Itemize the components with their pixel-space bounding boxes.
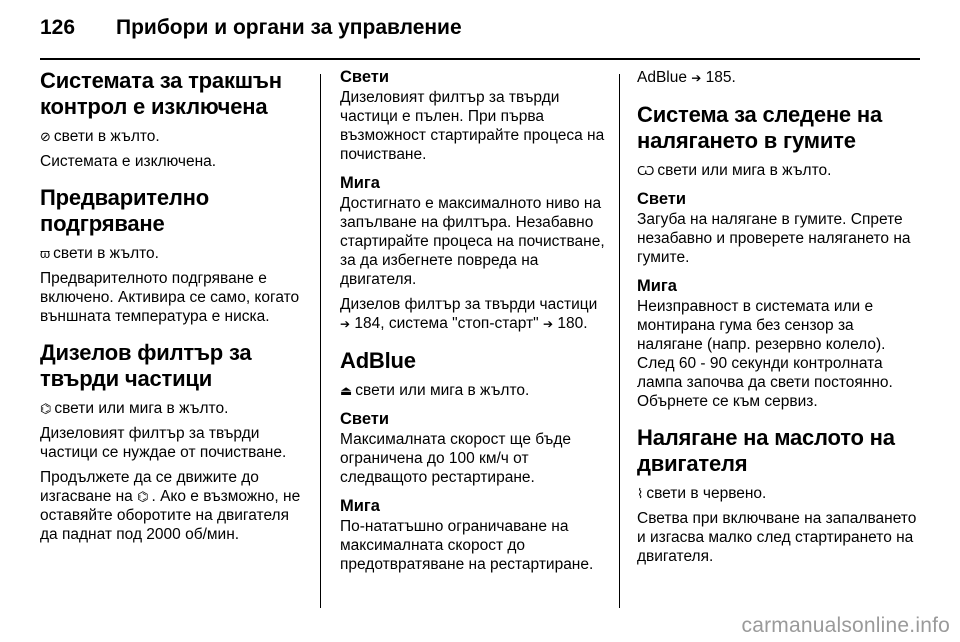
oil-indicator-line: ⌇ свети в червено. (637, 485, 767, 502)
dpf-text-1: Дизеловият филтър за твърди частици се нуждае от почистване. (40, 425, 287, 461)
diesel-filter-icon: ⌬ (137, 489, 149, 504)
preheat-text: Предварителното подгряване е включено. Активира се само, когато външната температура е ниска. (40, 270, 300, 325)
column-divider-2 (619, 74, 620, 608)
traction-off-icon: ⊘ (40, 129, 51, 144)
oil-text: Светва при включване на запалването и изгасва малко след стартирането на двигателя. (637, 510, 917, 565)
adblue-reference-line: AdBlue ➔ 185. (637, 69, 736, 86)
heading-on-2: Свети (340, 410, 390, 428)
heading-blink-3: Мига (637, 277, 677, 295)
dpf-reference-line: Дизелов филтър за твърди частици ➔ 184, система "стоп-старт" ➔ 180. (340, 296, 598, 332)
reference-link-184[interactable]: 184, система "стоп-старт" (354, 315, 539, 332)
column-3 (637, 68, 917, 572)
arrow-right-icon: ➔ (542, 317, 554, 331)
adblue-blink-text: По-нататъшно ограничаване на максималната скорост до предотвратяване на рестартиране. (340, 518, 594, 573)
tire-blink-text: Неизправност в системата или е монтирана гума без сензор за налягане (напр. резервно колело). След 60 - 90 секунди контролната лампа започва да свети постоянно. Обърнете се към сервиз. (637, 298, 893, 410)
traction-text: Системата е изключена. (40, 153, 217, 170)
tire-on-text: Загуба на налягане в гумите. Спрете незабавно и проверете налягането на гумите. (637, 211, 911, 266)
chapter-title: Прибори и органи за управление (116, 16, 462, 39)
column-2 (340, 68, 608, 580)
arrow-right-icon: ➔ (691, 71, 702, 85)
section-title-oil: Налягане на маслото на двигателя (637, 425, 895, 476)
reference-link-180[interactable]: 180. (557, 315, 588, 332)
section-title-tire: Система за следене на налягането в гумите (637, 102, 883, 153)
dpf-indicator-line: ⌬ свети или мига в жълто. (40, 400, 229, 417)
traction-indicator-line: ⊘ свети в жълто. (40, 128, 160, 145)
heading-on-3: Свети (637, 190, 687, 208)
reference-link-185[interactable]: 185. (705, 69, 736, 86)
adblue-indicator-line: ⏏ свети или мига в жълто. (340, 382, 530, 399)
oil-pressure-icon: ⌇ (637, 486, 644, 501)
column-divider-1 (320, 74, 321, 608)
glow-plug-icon: ϖ (40, 246, 51, 261)
section-title-preheat: Предварително подгряване (40, 185, 209, 236)
heading-on-1: Свети (340, 68, 390, 86)
arrow-right-icon: ➔ (340, 317, 351, 331)
adblue-icon: ⏏ (340, 383, 353, 398)
section-title-dpf: Дизелов филтър за твърди частици (40, 340, 252, 391)
section-title-adblue: AdBlue (340, 348, 416, 373)
preheat-indicator-line: ϖ свети в жълто. (40, 245, 159, 262)
diesel-filter-icon: ⌬ (40, 401, 52, 416)
page-number: 126 (40, 16, 76, 39)
dpf-on-text: Дизеловият филтър за твърди частици е пълен. При първа възможност стартирайте процеса на почистване. (340, 89, 605, 163)
dpf-blink-text: Достигнато е максималното ниво на запълване на филтъра. Незабавно стартирайте процеса на почистване, за да избегнете повреда на двигателя. (340, 195, 605, 288)
watermark: carmanualsonline.info (741, 614, 950, 637)
header-rule (40, 58, 920, 60)
heading-blink-1: Мига (340, 174, 380, 192)
heading-blink-2: Мига (340, 497, 380, 515)
page-header (40, 16, 462, 48)
tire-pressure-icon: Ѡ (637, 163, 655, 178)
section-title-traction: Системата за тракшън контрол е изключена (40, 68, 282, 119)
dpf-text-2: Продължете да се движите до изгасване на ⌬ . Ако е възможно, не оставяйте оборотите на двигателя да паднат под 2000 об/мин. (40, 469, 301, 543)
adblue-on-text: Максималната скорост ще бъде ограничена до 100 км/ч от следващото рестартиране. (340, 431, 572, 486)
column-1 (40, 68, 310, 550)
tire-indicator-line: Ѡ свети или мига в жълто. (637, 162, 832, 179)
